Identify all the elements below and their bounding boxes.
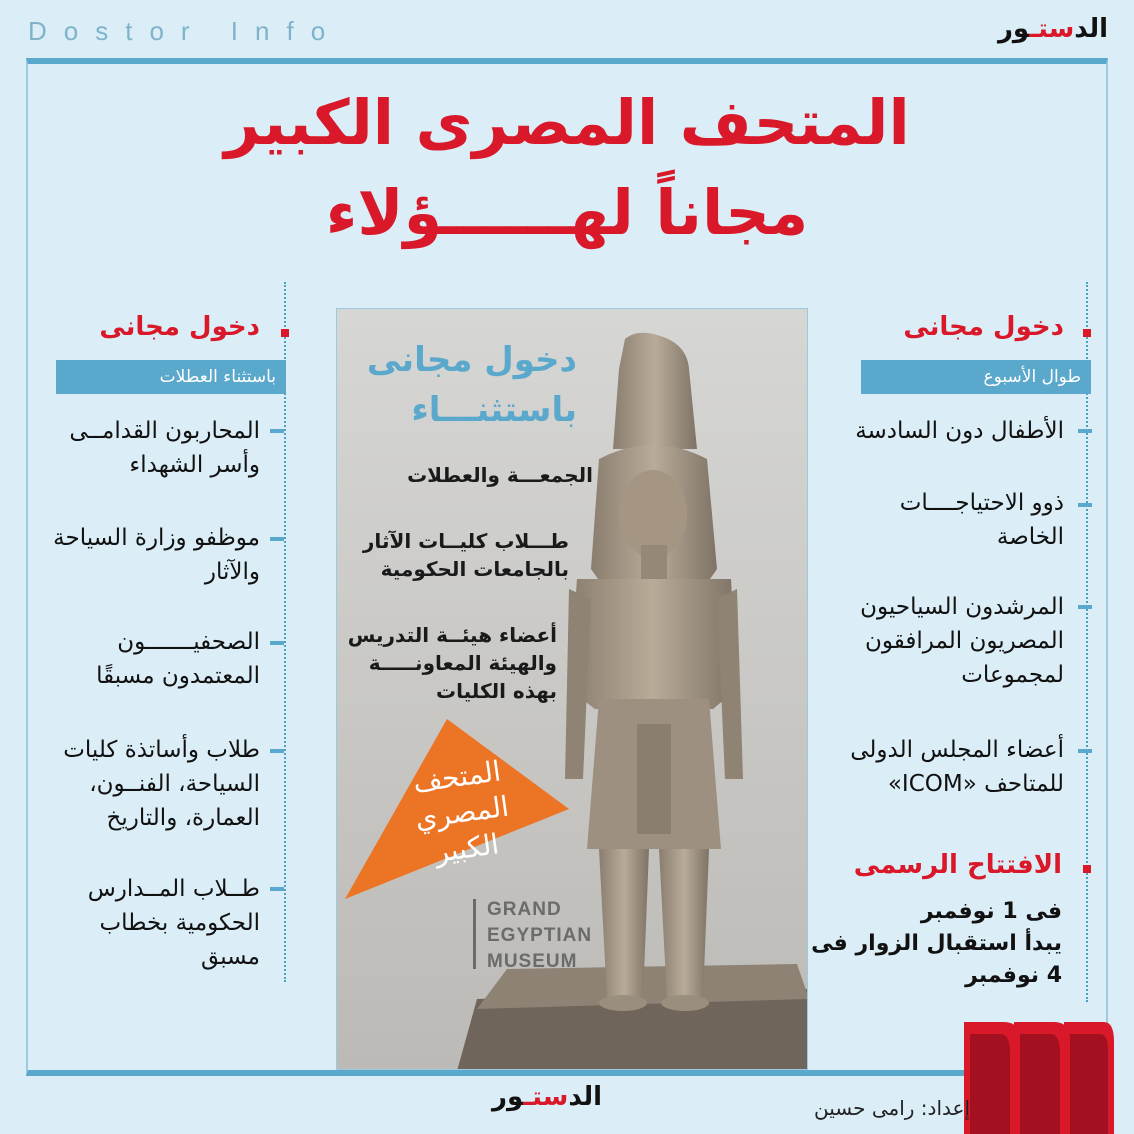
left-band: باستثناء العطلات [56,360,286,394]
gem-line-1: GRAND [487,899,562,920]
right-item-1: الأطفال دون السادسة [855,418,1064,444]
center-item-2: طـــلاب كليــات الآثار بالجامعات الحكومية [362,529,569,581]
right-item-dash [1078,605,1092,609]
left-item-2: موظفو وزارة السياحة والآثار [53,525,260,585]
opening-body: فى 1 نوفمبر يبدأ استقبال الزوار فى 4 نوفمبر [811,899,1062,988]
left-item-5: طــلاب المــدارس الحكومية بخطاب مسبق [87,876,260,970]
center-panel [336,308,808,1070]
right-item-dash [1078,429,1092,433]
right-item-4: أعضاء المجلس الدولى للمتاحف «ICOM» [850,737,1064,797]
footer-logo [492,1082,602,1112]
center-heading-line-1: دخول مجانى [366,340,577,380]
right-item-2: ذوو الاحتياجــــات الخاصة [899,490,1064,550]
left-item-dash [270,887,284,891]
gem-line-3: MUSEUM [487,951,578,972]
right-heading: دخول مجانى [903,312,1064,342]
opening-heading: الافتتاح الرسمى [853,850,1062,880]
footer-logo-start: الد [568,1082,603,1112]
gem-line-2: EGYPTIAN [487,925,593,946]
logo-start: الد [1074,14,1108,44]
right-heading-bullet [1083,329,1091,337]
left-item-3: الصحفيـــــــون المعتمدون مسبقًا [96,629,260,689]
left-item-dash [270,429,284,433]
opening-bullet [1083,865,1091,873]
right-item-dash [1078,749,1092,753]
center-item-1: الجمعـــة والعطلات [407,463,593,487]
gem-english-logo [487,897,592,975]
left-item-1: المحاربون القدامــى وأسر الشهداء [69,418,260,478]
title-line-1: المتحف المصرى الكبير [224,86,910,159]
right-band: طوال الأسبوع [861,360,1091,394]
title-line-2: مجاناً لهــــــؤلاء [325,176,809,249]
left-heading-bullet [281,329,289,337]
left-heading: دخول مجانى [99,312,260,342]
right-item-dash [1078,503,1092,507]
logo-end: ور [997,14,1030,44]
left-item-dash [270,537,284,541]
dostor-logo [998,14,1108,44]
footer-logo-end: ور [492,1082,524,1112]
center-heading-line-2: باستثنـــاء [411,390,577,430]
brand-stripes-decoration [964,1022,1114,1134]
left-item-dash [270,641,284,645]
left-item-dash [270,749,284,753]
left-item-4: طلاب وأساتذة كليات السياحة، الفنــون، العمارة، والتاريخ [63,737,260,831]
logo-mid: ستـ [1029,14,1075,44]
right-item-3: المرشدون السياحيون المصريون المرافقون لمجموعات [860,594,1064,688]
footer-logo-mid: ستـ [523,1082,569,1112]
page-title [0,84,1134,252]
center-item-3: أعضاء هيئــة التدريس والهيئة المعاونـــــة بهذه الكليات [347,623,557,703]
gem-arabic-logo: المتحف المصري الكبير [411,754,511,869]
center-heading [347,335,577,435]
brand-watermark: Dostor Info [28,16,343,46]
credit-line: إعداد: رامى حسين [814,1096,970,1120]
